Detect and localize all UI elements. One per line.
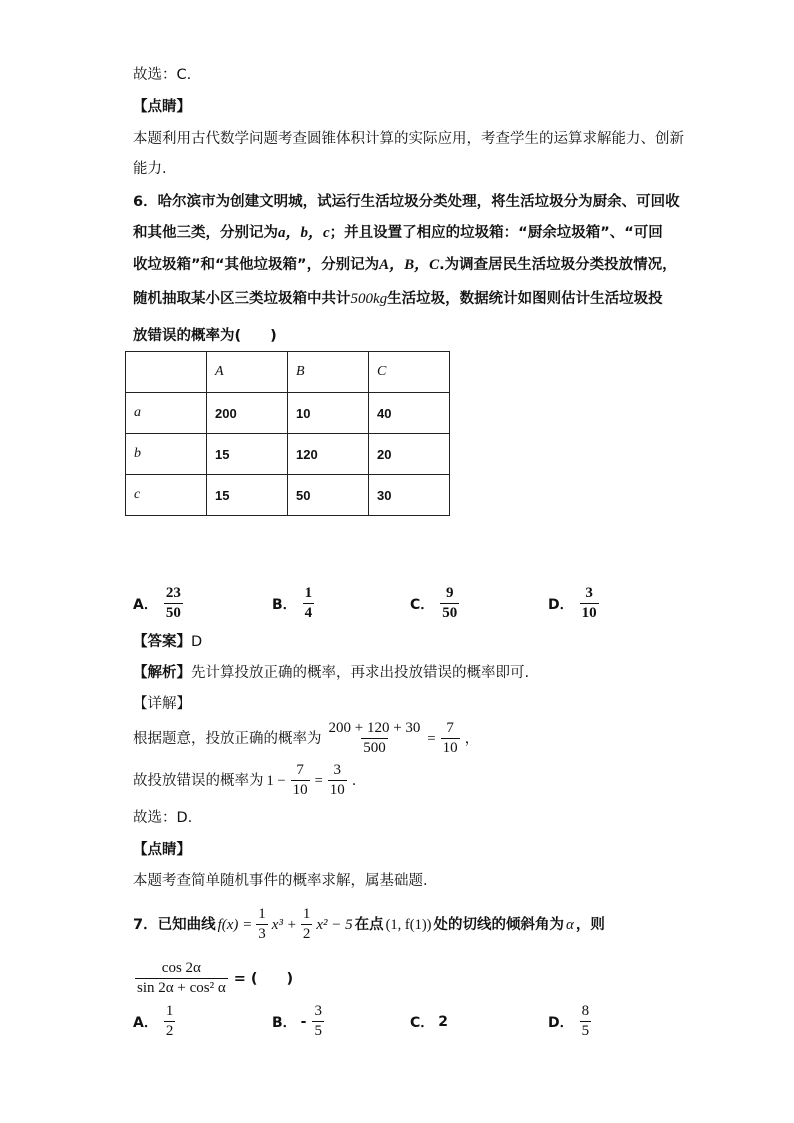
prev-choice: 故选：C. — [133, 67, 192, 83]
table-header-row — [126, 352, 450, 393]
q6-option-a[interactable]: A． $\frac{23}{50}$ — [133, 585, 181, 621]
table-header-cell — [126, 352, 207, 393]
q6-table — [125, 351, 450, 516]
table-row-label: a — [126, 393, 207, 434]
table-row-label: c — [126, 475, 207, 516]
table-cell: 40 — [369, 393, 450, 434]
table-cell: 15 — [207, 434, 288, 475]
table-header-cell: B — [288, 352, 369, 393]
table-cell: 15 — [207, 475, 288, 516]
q6-option-d[interactable]: D． $\frac{3}{10}$ — [548, 585, 597, 621]
q6-note: 本题考查简单随机事件的概率求解，属基础题. — [133, 873, 428, 889]
q7-expression: $\frac{\cos 2\alpha}{\text{sin 2α + cos² α}}$ = ( ) — [137, 960, 294, 996]
q6-detail-line2: 故投放错误的概率为 1 − $\frac{7}{10}$ = $\frac{3}{10}$ . — [133, 762, 357, 798]
q6-line4: 随机抽取某小区三类垃圾箱中共计500kg生活垃圾，数据统计如图则估计生活垃圾投 — [133, 291, 663, 307]
q6-choice: 故选：D. — [133, 810, 193, 826]
q6-line5: 放错误的概率为( ) — [133, 328, 277, 344]
table-row — [126, 434, 450, 475]
table-cell: 30 — [369, 475, 450, 516]
table-cell: 120 — [288, 434, 369, 475]
prev-summary-2: 能力. — [133, 161, 167, 177]
q6-vars-ABC: A，B，C — [379, 257, 440, 273]
q6-option-c[interactable]: C． $\frac{9}{50}$ — [410, 585, 458, 621]
table-row — [126, 475, 450, 516]
prev-tag: 【点睛】 — [133, 99, 191, 115]
table-header-cell: A — [207, 352, 288, 393]
q6-detail-line1: 根据题意，投放正确的概率为 $\frac{200 + 120 + 30}{500}$ = $\frac{7}{10}$ ， — [133, 720, 480, 756]
q6-line1: 6．哈尔滨市为创建文明城，试运行生活垃圾分类处理，将生活垃圾分为厨余、可回收 — [133, 194, 680, 210]
q6-note-tag: 【点睛】 — [133, 842, 191, 858]
q6-analysis: 【解析】先计算投放正确的概率，再求出投放错误的概率即可. — [133, 665, 530, 681]
table-header-cell: C — [369, 352, 450, 393]
q6-option-b[interactable]: B． $\frac{1}{4}$ — [272, 585, 313, 621]
q7-option-b[interactable]: B． - $\frac{3}{5}$ — [272, 1003, 322, 1039]
q7-option-a[interactable]: A． $\frac{1}{2}$ — [133, 1003, 174, 1039]
table-row-label: b — [126, 434, 207, 475]
q7-stem: 7．已知曲线 f(x) = $\frac{1}{3}$ x³ + $\frac{1}{2}$ x² − 5 在点 (1, f(1)) 处的切线的倾斜角为 α ，则 — [133, 906, 605, 942]
q6-quantity: 500kg — [350, 291, 388, 307]
q6-detail-tag: 【详解】 — [133, 696, 191, 712]
table-cell: 20 — [369, 434, 450, 475]
table-cell: 10 — [288, 393, 369, 434]
table-row — [126, 393, 450, 434]
q6-line3: 收垃圾箱”和“其他垃圾箱”，分别记为A，B，C.为调查居民生活垃圾分类投放情况， — [133, 257, 677, 273]
q6-vars-abc: a，b，c — [278, 225, 330, 241]
table-cell: 50 — [288, 475, 369, 516]
q6-answer: 【答案】D — [133, 634, 203, 650]
q7-option-c[interactable]: C． 2 — [410, 1014, 449, 1031]
q6-line2: 和其他三类，分别记为a，b，c；并且设置了相应的垃圾箱：“厨余垃圾箱”、“可回 — [133, 225, 663, 241]
prev-summary-1: 本题利用古代数学问题考查圆锥体积计算的实际应用，考查学生的运算求解能力、创新 — [133, 131, 684, 147]
table-cell: 200 — [207, 393, 288, 434]
q7-option-d[interactable]: D． $\frac{8}{5}$ — [548, 1003, 590, 1039]
